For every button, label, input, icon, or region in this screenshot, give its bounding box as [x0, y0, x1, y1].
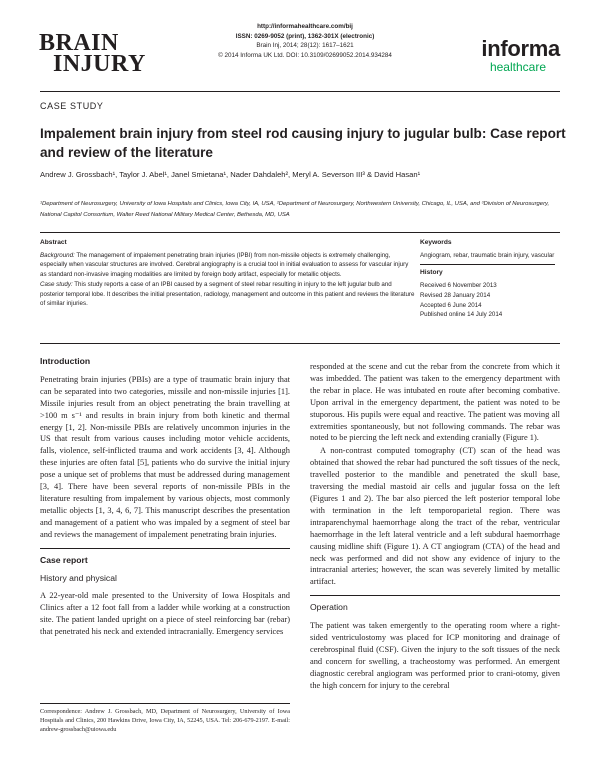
article-sidebar	[420, 238, 560, 320]
abstract-heading: Abstract	[40, 239, 67, 246]
abstract	[40, 238, 415, 309]
revised-date: Revised 28 January 2014	[420, 291, 491, 299]
copyright: © 2014 Informa UK Ltd. DOI: 10.3109/02699052.2014.934284	[218, 51, 392, 59]
author-list: Andrew J. Grossbach¹, Taylor J. Abel¹, Janel Smietana¹, Nader Dahdaleh², Meryl A. Severson III³ & David Hasan¹	[40, 170, 421, 179]
publication-info	[200, 22, 410, 60]
affiliations: ¹Department of Neurosurgery, University of Iowa Hospitals and Clinics, Iowa City, IA, USA, ²Department of Neurosurgery, Northwestern University, Chicago, IL, USA, and ³Division of Neurosurgery, National Capitol Consortium, Walter Reed National Military Medical Center, Bethesda, MD, USA	[40, 201, 550, 218]
case-paragraph-1-continued: responded at the scene and cut the rebar from the concrete from which it was imbedded. The patient was taken to the emergency department with the rebar in place. He was intubated en route after becoming combative. Upon arrival in the emergency department, the patient was noted to be stuporous. His pupils were equal and reactive. The patient was moving all extremities spontaneously, but not following commands. The rebar was noted to be piercing the left neck and extending cranially (Figure 1).	[310, 362, 560, 443]
operation-heading: Operation	[310, 602, 348, 613]
operation-paragraph: The patient was taken emergently to the operating room where a right-sided ventriculostomy was placed for ICP monitoring and drainage of cerebrospinal fluid (CSF). Given the injury to the soft tissues of the neck and concern for swelling, a tracheostomy was performed. An emergent diagnostic cerebral angiogram was performed prior to crani-otomy, given the high concern for injury to the cerebral	[310, 621, 560, 690]
left-column	[40, 356, 290, 638]
received-date: Received 6 November 2013	[420, 282, 497, 290]
publisher-logo-line1: informa	[481, 36, 560, 61]
journal-logo	[39, 30, 146, 77]
history-heading: History	[420, 269, 443, 277]
case-report-heading: Case report	[40, 554, 88, 565]
section-divider	[40, 548, 290, 549]
keywords-heading: Keywords	[420, 239, 452, 246]
case-paragraph-2: A non-contrast computed tomography (CT) scan of the head was obtained that showed the rebar had punctured the soft tissues of the neck, travelled posterior to the mandible and penetrated the skull base, traversing the medial mastoid air cells and jugular fossa on the left (Figures 1 and 2). The bar also pierced the left posterior temporal lobe with termination in the left temporoparietal region. There was intraparenchymal haemorrhage along the tract of the rebar, ventricular haemorrhage in the left lateral ventricle and a left subdural haemorrhage causing midline shift (Figure 1). A CT angiogram (CTA) of the head and neck was performed and did not show any evidence of injury to the intracranial arteries; however, the scan was severely limited by metallic artifact.	[310, 446, 560, 587]
article-title: Impalement brain injury from steel rod causing injury to jugular bulb: Case report and review of the literature	[40, 126, 566, 160]
issn: ISSN: 0269-9052 (print), 1362-301X (electronic)	[235, 32, 375, 40]
publisher-logo-line2: healthcare	[489, 60, 546, 74]
journal-logo-line1: BRAIN	[39, 30, 119, 56]
case-paragraph-1: A 22-year-old male presented to the University of Iowa Hospitals and Clinics after a 12 foot fall from a ladder while working at a construction site. The patient landed upright on a piece of steel reinforcing bar (rebar) that penetrated his neck and extended intracranially. Emergency services	[40, 591, 290, 637]
correspondence-note: Correspondence: Andrew J. Grossbach, MD, Department of Neurosurgery, University of Iowa Hospitals and Clinics, 200 Hawkins Drive, Iowa City, IA, 52245, USA. Tel: 206-679-2197. E-mail: andrew-grossbach@uiowa.edu	[40, 703, 290, 734]
citation: Brain Inj, 2014; 28(12): 1617–1621	[256, 42, 354, 50]
header-divider	[40, 91, 560, 92]
keywords: Angiogram, rebar, traumatic brain injury, vascular	[420, 251, 555, 259]
case-study-text: This study reports a case of an IPBI caused by a segment of steel rebar resulting in injury to the left jugular bulb and posterior temporal lobe. It describes the initial presentation, radiology, management and outcome in this patient and reviews the literature of similar injuries.	[40, 280, 415, 308]
accepted-date: Accepted 6 June 2014	[420, 301, 482, 309]
publisher-logo	[440, 38, 560, 74]
history-physical-heading: History and physical	[40, 572, 117, 583]
journal-url[interactable]: http://informahealthcare.com/bij	[257, 23, 353, 30]
case-study-label: Case study:	[40, 280, 73, 288]
abstract-case-study	[40, 280, 415, 309]
journal-logo-line2: INJURY	[53, 51, 146, 77]
section-divider-2	[310, 595, 560, 596]
background-text: The management of impalement penetrating brain injuries (IPBI) from non-missile objects is extremely challenging, especially when vascular structures are involved. Cerebral angiography is a crucial tool in initial evaluation to assess for vascular injury as standard non-invasive imaging modalities are limited by foreign body artifact, especially for metallic objects.	[40, 251, 409, 279]
abstract-box	[40, 232, 560, 344]
article-type: CASE STUDY	[40, 101, 104, 111]
introduction-heading: Introduction	[40, 356, 91, 366]
background-label: Background:	[40, 251, 75, 259]
abstract-background	[40, 251, 415, 280]
sidebar-divider	[420, 264, 555, 265]
introduction-paragraph: Penetrating brain injuries (PBIs) are a type of traumatic brain injury that can be separated into two categories, missile and non-missile injuries [1]. Missile injuries result from an object penetrating the brain travelling at >100 m s⁻¹ and results in brain injury from both kinetic and thermal energy [1, 2]. Non-missile PBIs are relatively uncommon injuries in the US that result from various causes including motor vehicle accidents, falls, violence, self-inflicted trauma and work accidents [3, 4]. Although these injuries are often fatal [5], patients who do survive the initial injury pose a unique set of problems that must be addressed during management [3, 4]. There have been several reports of non-missile PBIs in the literature resulting from impalement by various objects, most commonly metallic objects [1, 3, 4, 6, 7]. This manuscript describes the presentation and management of a patient who was impaled by a segment of steel bar and reviews the management of impalement penetrating brain injuries.	[40, 374, 290, 539]
right-column	[310, 356, 560, 692]
published-date: Published online 14 July 2014	[420, 311, 503, 319]
